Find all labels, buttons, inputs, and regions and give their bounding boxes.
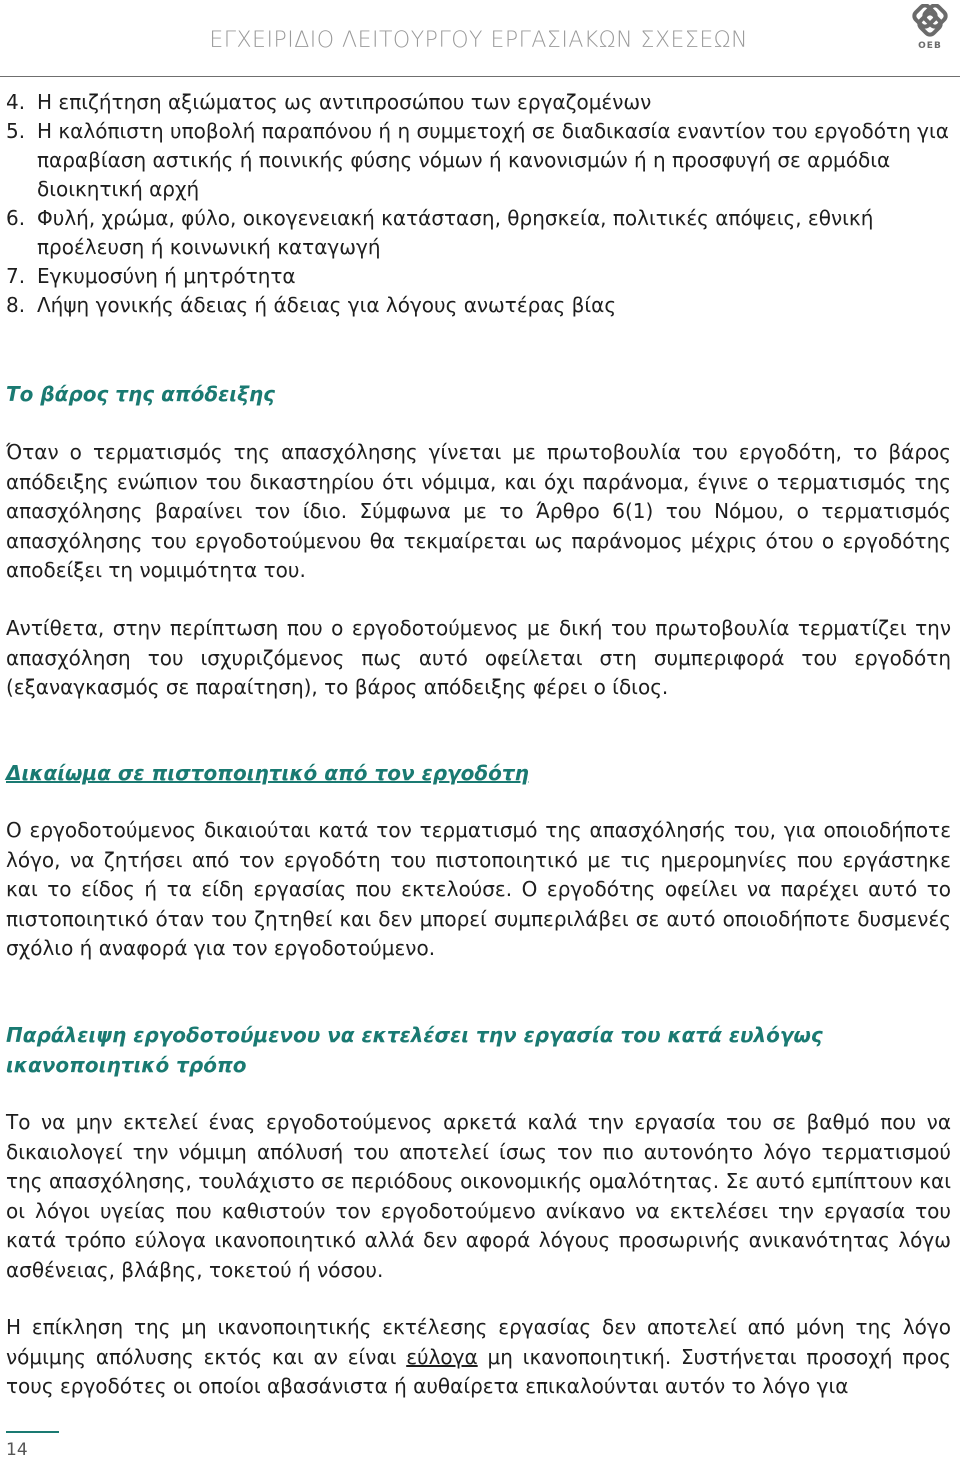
reasons-list	[6, 88, 951, 320]
burden-paragraph-2: Αντίθετα, στην περίπτωση που ο εργοδοτούμενος με δική του πρωτοβουλία τερματίζει την απασχόληση του ισχυριζόμενος πως αυτό οφείλεται στη συμπεριφορά του εργοδότη (εξαναγκασμός σε παραίτηση), το βάρος απόδειξης φέρει ο ίδιος.	[6, 616, 951, 700]
list-item-number: 7.	[6, 264, 26, 288]
list-item-text: Φυλή, χρώμα, φύλο, οικογενειακή κατάσταση, θρησκεία, πολιτικές απόψεις, εθνική προέλευση ή κοινωνική καταγωγή	[37, 206, 874, 259]
list-item-number: 6.	[6, 206, 26, 230]
unsatisfactory-performance-heading: Παράλειψη εργοδοτούμενου να εκτελέσει την εργασία του κατά ευλόγως ικανοποιητικό τρόπο	[6, 1023, 823, 1077]
underlined-word: εύλογα	[406, 1344, 478, 1369]
page-header	[0, 0, 960, 90]
logo-text: ΟΕΒ	[918, 41, 942, 51]
header-divider	[0, 76, 960, 77]
list-item-number: 5.	[6, 119, 26, 143]
list-item-text: Η επιζήτηση αξιώματος ως αντιπροσώπου των εργαζομένων	[37, 90, 652, 114]
footer-divider	[6, 1431, 59, 1433]
oeb-logo-icon	[906, 4, 954, 44]
list-item	[6, 88, 951, 117]
certificate-paragraph: Ο εργοδοτούμενος δικαιούται κατά τον τερματισμό της απασχόλησής του, για οποιοδήποτε λόγο, να ζητήσει από τον εργοδότη του πιστοποιητικό με τις ημερομηνίες που εργάστηκε και το είδος ή τα είδη εργασίας που εκτελούσε. Ο εργοδότης οφείλει να παρέχει αυτό το πιστοποιητικό όταν του ζητηθεί και δεν μπορεί συμπεριλάβει σε αυτό οποιοδήποτε δυσμενές σχόλιο ή αναφορά για τον εργοδοτούμενο.	[6, 818, 951, 961]
performance-paragraph-2	[6, 1313, 951, 1402]
oeb-logo	[906, 4, 954, 56]
paragraph-text: μη ικανοποιητική. Συστήνεται προσοχή προς τους εργοδότες οι οποίοι αβασάνιστα ή αυθαίρετα επικαλούνται αυτόν το λόγο για	[6, 1344, 951, 1399]
list-item-text: Λήψη γονικής άδειας ή άδειας για λόγους ανωτέρας βίας	[37, 293, 617, 317]
performance-paragraph-1: Το να μην εκτελεί ένας εργοδοτούμενος αρκετά καλά την εργασία του σε βαθμό που να δικαιολογεί την νόμιμη απόλυσή του αποτελεί ίσως τον πιο αυτονόητο λόγο τερματισμού της απασχόλησης, τουλάχιστο σε περιόδους οικονομικής ομαλότητας. Σε αυτό εμπίπτουν και οι λόγοι υγείας που καθιστούν τον εργοδοτούμενο ανίκανο να εκτελέσει την εργασία του κατά τρόπο εύλογα ικανοποιητικό αλλά δεν αφορά λόγους προσωρινής ανικανότητας λόγω ασθένειας, βλάβης, τοκετού ή νόσου.	[6, 1110, 951, 1282]
burden-paragraph-1: Όταν ο τερματισμός της απασχόλησης γίνεται με πρωτοβουλία του εργοδότη, το βάρος απόδειξης ενώπιον του δικαστηρίου ότι νόμιμα, και όχι παράνομα, έγινε ο τερματισμός της απασχόλησης βαραίνει τον ίδιο. Σύμφωνα με το Άρθρο 6(1) του Νόμου, ο τερματισμός απασχόλησης του εργοδοτούμενου θα τεκμαίρεται ως παράνομος μέχρις ότου ο εργοδότης αποδείξει τη νομιμότητα του.	[6, 440, 951, 583]
burden-of-proof-heading: Το βάρος της απόδειξης	[6, 382, 275, 406]
list-item	[6, 204, 951, 262]
list-item	[6, 262, 951, 291]
certificate-heading: Δικαίωμα σε πιστοποιητικό από τον εργοδότη	[6, 761, 529, 785]
paragraph-text: Η επίκληση της μη ικανοποιητικής εκτέλεσης εργασίας δεν αποτελεί από μόνη της λόγο νόμιμης απόλυσης εκτός και αν είναι	[6, 1315, 951, 1369]
list-item	[6, 291, 951, 320]
list-item-number: 4.	[6, 90, 26, 114]
document-title: ΕΓΧΕΙΡΙΔΙΟ ΛΕΙΤΟΥΡΓΟΥ ΕΡΓΑΣΙΑΚΩΝ ΣΧΕΣΕΩΝ	[209, 28, 748, 53]
list-item-number: 8.	[6, 293, 26, 317]
list-item-text: Η καλόπιστη υποβολή παραπόνου ή η συμμετοχή σε διαδικασία εναντίον του εργοδότη για παραβίαση αστικής ή ποινικής φύσης νόμων ή κανονισμών ή η προσφυγή σε αρμόδια διοικητική αρχή	[37, 119, 949, 201]
list-item-text: Εγκυμοσύνη ή μητρότητα	[37, 264, 296, 288]
list-item	[6, 117, 951, 204]
page-number: 14	[6, 1440, 28, 1460]
